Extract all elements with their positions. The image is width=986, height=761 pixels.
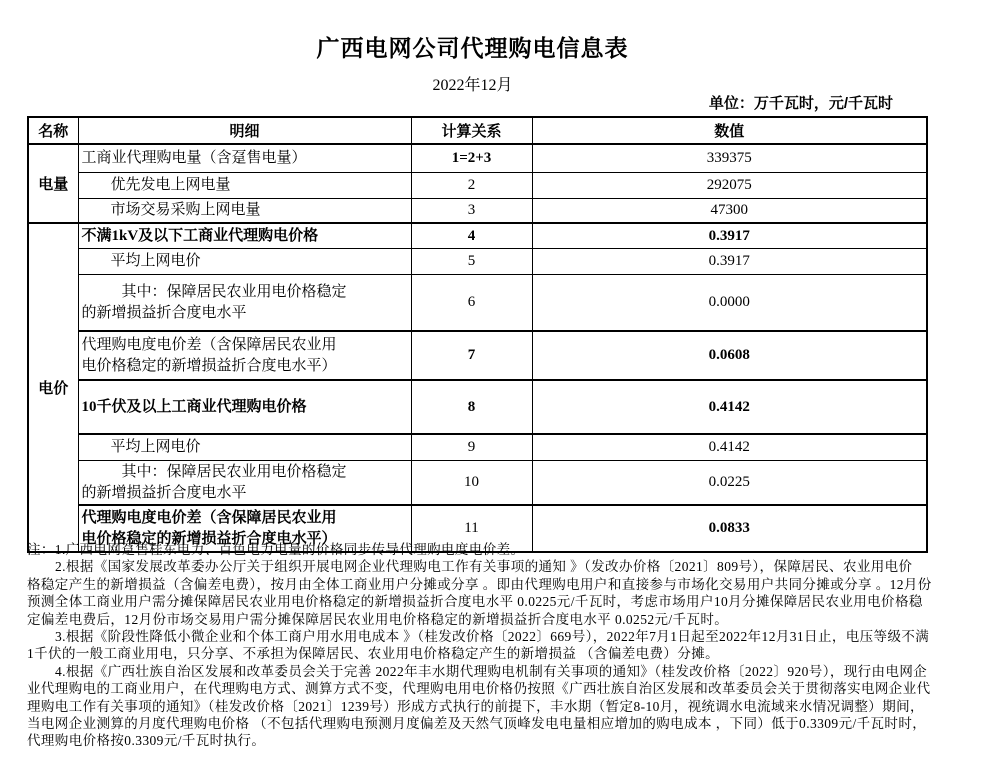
note-line: 理购电工作有关事项的通知》（桂发改价格〔2021〕1239号）形成方式执行的前提下，丰水期（暂定8-10月，视统调水电流域来水情况调整）期间， (27, 698, 924, 714)
table-row (28, 275, 927, 332)
table-row (28, 223, 927, 249)
detail-line: 代理购电度电价差（含保障居民农业用 (81, 337, 337, 354)
note-line: 预测全体工商业用户需分摊保障居民农业用电价格稳定的新增损益折合度电水平 0.0225元/千瓦时，考虑市场用户10月分摊保障居民农业用电价格稳 (27, 594, 923, 610)
note-line: 当电网企业测算的月度代理购电价格 （不包括代理购电预测月度偏差及天然气顶峰发电电量相应增加的购电成本 ，下同）低于0.3309元/千瓦时时， (27, 716, 927, 732)
notes-block (27, 541, 972, 750)
value-cell: 0.0000 (532, 275, 927, 332)
table-row (28, 249, 927, 275)
value-cell: 0.0225 (532, 461, 927, 506)
value-cell: 339375 (532, 144, 927, 173)
note-line: 1千伏的一般工商业用电，只分享、不承担为保障居民、农业用电价格稳定产生的新增损益 （含偏差电费）分摊。 (27, 646, 720, 662)
value-cell: 0.0833 (532, 505, 927, 552)
note-line: 业代理购电的工商业用户，在代理购电方式、测算方式不变，代理购电用电价格仍按照《广西壮族自治区发展和改革委员会关于贯彻落实电网企业代 (27, 681, 931, 697)
value-cell: 0.3917 (532, 249, 927, 275)
calc-cell: 2 (411, 173, 532, 199)
header-value: 数值 (532, 117, 927, 144)
header-calc: 计算关系 (411, 117, 532, 144)
unit-label: 单位：万千瓦时，元/千瓦时 (708, 95, 893, 112)
table-row (28, 144, 927, 173)
note-line: 4.根据《广西壮族自治区发展和改革委员会关于完善 2022年丰水期代理购电机制有关事项的通知》（桂发改价格〔2022〕920号），现行由电网企 (55, 663, 928, 679)
detail-line: 的新增损益折合度电水平 (81, 484, 247, 501)
group-price: 电价 (28, 223, 78, 552)
calc-cell: 3 (411, 199, 532, 224)
header-detail: 明细 (78, 117, 411, 144)
value-cell: 292075 (532, 173, 927, 199)
page-title: 广西电网公司代理购电信息表 (316, 35, 629, 61)
value-cell: 47300 (532, 199, 927, 224)
value-cell: 0.0608 (532, 331, 927, 380)
detail-line: 电价格稳定的新增损益折合度电水平） (81, 530, 337, 547)
value-cell: 0.4142 (532, 380, 927, 434)
value-cell: 0.4142 (532, 434, 927, 461)
detail-line: 其中：保障居民农业用电价格稳定 (121, 284, 347, 301)
detail-cell: 不满1kV及以下工商业代理购电价格 (78, 223, 411, 249)
table-row (28, 199, 927, 224)
info-table (27, 116, 928, 553)
calc-cell: 6 (411, 275, 532, 332)
calc-cell: 5 (411, 249, 532, 275)
table-row (28, 331, 927, 380)
detail-line: 的新增损益折合度电水平 (81, 304, 247, 321)
calc-cell: 8 (411, 380, 532, 434)
detail-line: 电价格稳定的新增损益折合度电水平） (81, 357, 337, 374)
note-line: 格稳定产生的新增损益（含偏差电费），按月由全体工商业用户分摊或分享 。即由代理购电用户和直接参与市场化交易用户共同分摊或分享 。12月份 (27, 576, 932, 592)
detail-cell: 市场交易采购上网电量 (78, 199, 411, 224)
detail-cell (78, 275, 411, 332)
calc-cell: 4 (411, 223, 532, 249)
detail-cell (78, 461, 411, 506)
detail-cell: 工商业代理购电量（含趸售电量） (78, 144, 411, 173)
note-line: 注：1.广西电网趸售桂东电力、百色电力电量的价格同步传导代理购电度电价差。 (27, 542, 525, 557)
header-row (28, 117, 927, 144)
detail-line: 代理购电度电价差（含保障居民农业用 (81, 510, 337, 527)
page-subtitle: 2022年12月 (432, 77, 513, 94)
detail-cell: 平均上网电价 (78, 434, 411, 461)
note-line: 3.根据《阶段性降低小微企业和个体工商户用水用电成本 》（桂发改价格〔2022〕669号），2022年7月1日起至2022年12月31日止，电压等级不满 (55, 629, 930, 645)
note-line: 2.根据《国家发展改革委办公厅关于组织开展电网企业代理购电工作有关事项的通知 》（发改办价格〔2021〕809号），保障居民、农业用电价 (55, 559, 913, 575)
table-row (28, 434, 927, 461)
detail-cell: 10千伏及以上工商业代理购电价格 (78, 380, 411, 434)
calc-cell: 9 (411, 434, 532, 461)
detail-line: 其中：保障居民农业用电价格稳定 (121, 464, 347, 481)
table-row (28, 173, 927, 199)
value-cell: 0.3917 (532, 223, 927, 249)
note-line: 代理购电价格按0.3309元/千瓦时执行。 (27, 733, 266, 749)
calc-cell: 10 (411, 461, 532, 506)
table-row (28, 461, 927, 506)
detail-cell: 优先发电上网电量 (78, 173, 411, 199)
note-line: 定偏差电费后，12月份市场交易用户需分摊保障居民农业用电价格稳定的新增损益折合度电水平 0.0252元/千瓦时。 (27, 611, 729, 627)
calc-cell: 1=2+3 (411, 144, 532, 173)
calc-cell: 7 (411, 331, 532, 380)
table-row (28, 380, 927, 434)
header-name: 名称 (28, 117, 78, 144)
detail-cell (78, 331, 411, 380)
detail-cell: 平均上网电价 (78, 249, 411, 275)
calc-cell: 11 (411, 505, 532, 552)
group-volume: 电量 (28, 144, 78, 223)
